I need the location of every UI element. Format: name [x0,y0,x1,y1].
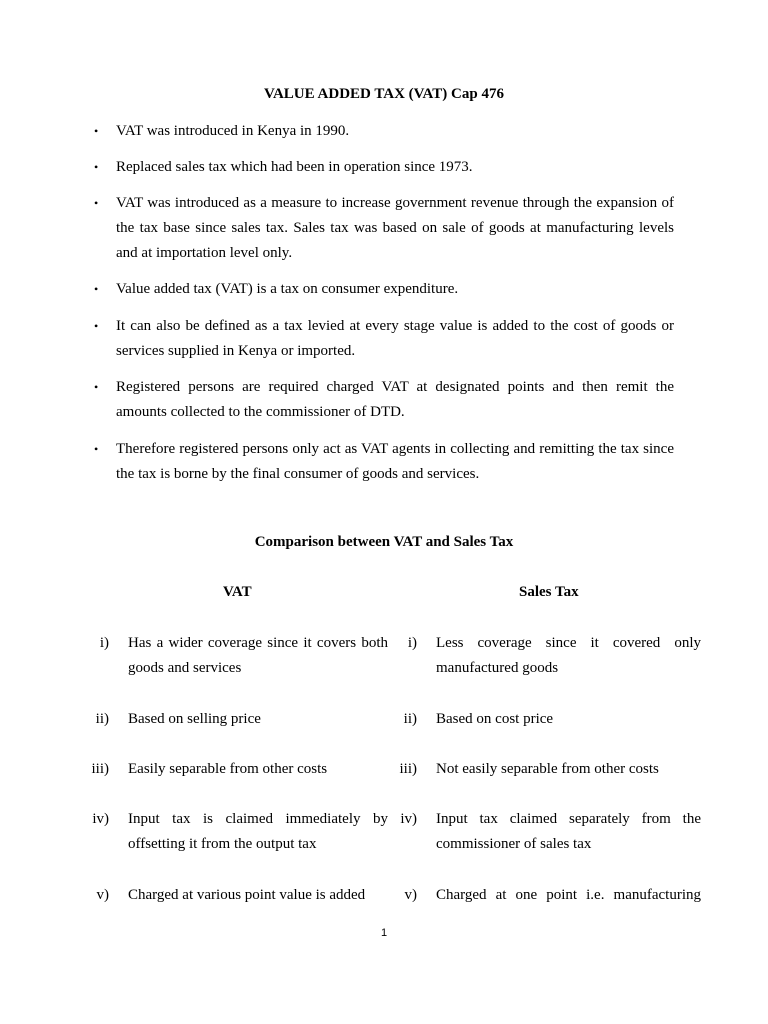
row-number: i) [99,635,109,651]
bullet-item [94,119,674,144]
comparison-title: Comparison between VAT and Sales Tax [254,534,514,550]
row-number: ii) [95,711,109,727]
bullet-item [94,155,674,180]
sales-tax-cell: Charged at one point i.e. manufacturing [436,887,701,903]
bullet-item [94,375,674,425]
bullet-text: VAT was introduced as a measure to increase government revenue through the expansion of the tax base since sales tax. Sales tax was based on sale of goods at manufacturing levels and at importation level only. [116,195,674,261]
row-number: ii) [403,711,417,727]
bullet-dot-icon: • [94,282,99,296]
bullet-item [94,314,674,364]
vat-cell: Based on selling price [128,711,261,727]
sales-tax-cell: Input tax claimed separately from the commissioner of sales tax [436,811,701,852]
bullet-dot-icon: • [94,319,99,333]
row-number: iv) [400,811,417,827]
bullet-dot-icon: • [94,124,99,138]
bullet-text: Replaced sales tax which had been in operation since 1973. [116,159,473,175]
bullet-item [94,277,674,302]
vat-cell: Has a wider coverage since it covers both goods and services [128,635,388,676]
vat-cell: Easily separable from other costs [128,761,328,777]
sales-tax-cell: Less coverage since it covered only manufactured goods [436,635,701,676]
bullet-dot-icon: • [94,160,99,174]
vat-cell: Input tax is claimed immediately by offsetting it from the output tax [128,811,388,852]
bullet-dot-icon: • [94,380,99,394]
vat-cell: Charged at various point value is added [128,887,366,903]
page-number: 1 [380,927,388,939]
row-number: iv) [92,811,109,827]
bullet-text: VAT was introduced in Kenya in 1990. [116,123,350,139]
bullet-text: Registered persons are required charged VAT at designated points and then remit the amounts collected to the commissioner of DTD. [116,379,674,420]
bullet-dot-icon: • [94,196,99,210]
sales-tax-cell: Based on cost price [436,711,554,727]
row-number: i) [407,635,417,651]
bullet-item [94,437,674,487]
row-number: iii) [399,761,417,777]
bullet-text: Therefore registered persons only act as VAT agents in collecting and remitting the tax since the tax is borne by the final consumer of goods and services. [116,441,674,482]
bullet-text: Value added tax (VAT) is a tax on consumer expenditure. [116,281,459,297]
row-number: v) [96,887,109,903]
bullet-item [94,191,674,266]
row-number: iii) [91,761,109,777]
row-number: v) [404,887,417,903]
vat-column-heading: VAT [223,584,252,600]
sales-tax-cell: Not easily separable from other costs [436,761,659,777]
sales-tax-column-heading: Sales Tax [519,584,579,600]
bullet-dot-icon: • [94,442,99,456]
document-title: VALUE ADDED TAX (VAT) Cap 476 [264,86,504,102]
bullet-text: It can also be defined as a tax levied at every stage value is added to the cost of goods or services supplied in Kenya or imported. [116,318,674,359]
